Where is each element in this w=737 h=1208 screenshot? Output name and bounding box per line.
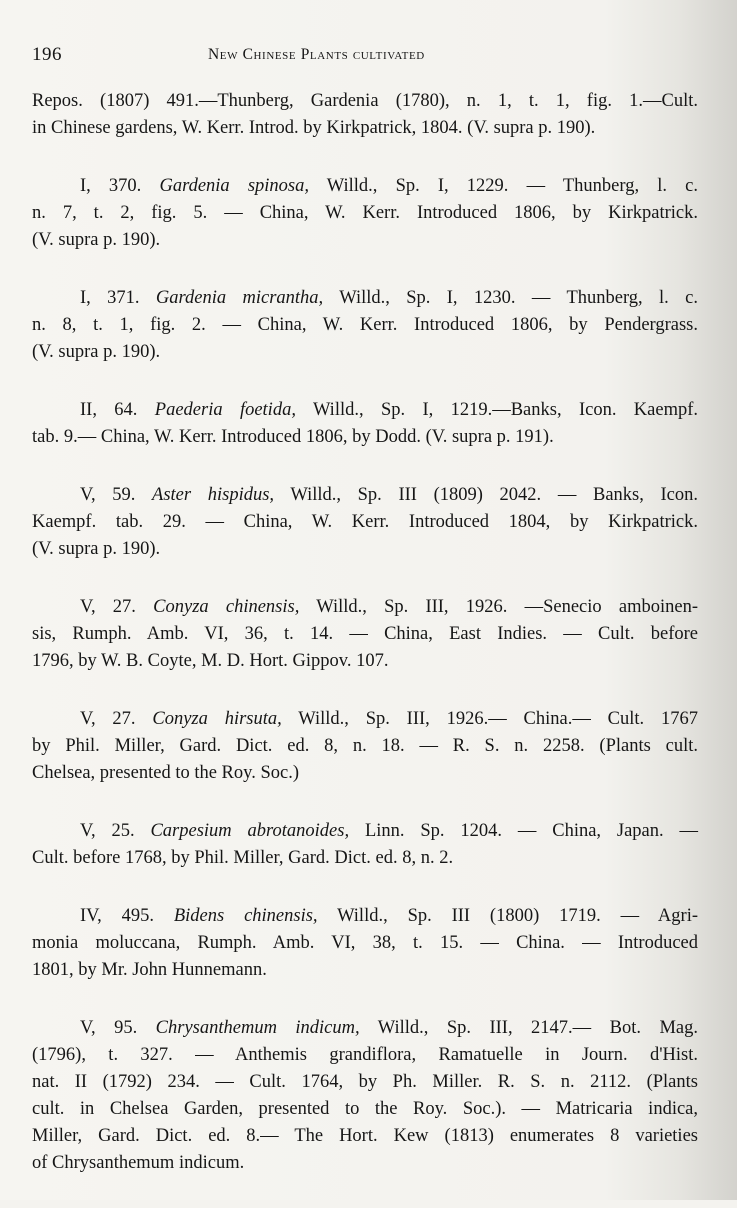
text-segment: Miller, Gard. Dict. ed. 8.— The Hort. Kew (1813) enumerates 8 varieties <box>32 1126 698 1146</box>
text-line <box>32 845 698 872</box>
text-segment: I, 370. <box>80 176 160 196</box>
text-line <box>32 424 698 451</box>
text-segment: (V. supra p. 190). <box>32 539 161 559</box>
text-segment: n. 7, t. 2, fig. 5. — China, W. Kerr. Introduced 1806, by Kirkpatrick. <box>32 203 698 223</box>
text-line <box>32 733 698 760</box>
text-line <box>32 621 698 648</box>
text-segment: (1796), t. 327. — Anthemis grandiflora, Ramatuelle in Journ. d'Hist. <box>32 1045 698 1065</box>
text-segment: Willd., Sp. III (1800) 1719. — Agri- <box>317 906 699 926</box>
text-segment: by Phil. Miller, Gard. Dict. ed. 8, n. 18. — R. S. n. 2258. (Plants cult. <box>32 736 698 756</box>
text-segment: nat. II (1792) 234. — Cult. 1764, by Ph. Miller. R. S. n. 2112. (Plants <box>32 1072 698 1092</box>
text-line <box>32 818 698 845</box>
text-line <box>32 706 698 733</box>
species-name: Conyza chinensis, <box>153 597 300 617</box>
text-line <box>32 930 698 957</box>
catalog-entry <box>32 173 698 254</box>
text-line <box>32 594 698 621</box>
species-name: Carpesium abrotanoides, <box>150 821 350 841</box>
text-line <box>32 1123 698 1150</box>
text-segment: Willd., Sp. III (1809) 2042. — Banks, Icon. <box>274 485 698 505</box>
text-segment: Repos. (1807) 491.—Thunberg, Gardenia (1780), n. 1, t. 1, fig. 1.—Cult. <box>32 91 698 111</box>
catalog-entry <box>32 818 698 872</box>
text-segment: V, 25. <box>80 821 151 841</box>
text-segment: of Chrysanthemum indicum. <box>32 1153 245 1173</box>
text-line <box>32 760 698 787</box>
catalog-entry <box>32 397 698 451</box>
running-title: New Chinese Plants cultivated <box>208 46 425 63</box>
species-name: Paederia foetida, <box>154 400 296 420</box>
catalog-entry <box>32 594 698 675</box>
text-segment: Kaempf. tab. 29. — China, W. Kerr. Introduced 1804, by Kirkpatrick. <box>32 512 698 532</box>
text-line <box>32 115 698 142</box>
text-segment: Willd., Sp. III, 2147.— Bot. Mag. <box>359 1018 698 1038</box>
text-segment: (V. supra p. 190). <box>32 230 161 250</box>
page-header <box>32 44 692 74</box>
text-line <box>32 903 698 930</box>
text-line <box>32 88 698 115</box>
text-segment: 1801, by Mr. John Hunnemann. <box>32 960 267 980</box>
species-name: Conyza hirsuta, <box>152 709 282 729</box>
text-segment: V, 95. <box>80 1018 156 1038</box>
species-name: Bidens chinensis, <box>173 906 318 926</box>
text-segment: Cult. before 1768, by Phil. Miller, Gard. Dict. ed. 8, n. 2. <box>32 848 454 868</box>
text-segment: 1796, by W. B. Coyte, M. D. Hort. Gippov. 107. <box>32 651 389 671</box>
text-segment: V, 27. <box>80 709 153 729</box>
text-line <box>32 173 698 200</box>
species-name: Gardenia spinosa, <box>159 176 309 196</box>
catalog-entry <box>32 285 698 366</box>
text-segment: (V. supra p. 190). <box>32 342 161 362</box>
text-line <box>32 1096 698 1123</box>
text-line <box>32 1150 698 1177</box>
catalog-entry <box>32 88 698 142</box>
catalog-entry <box>32 482 698 563</box>
text-segment: Willd., Sp. III, 1926. —Senecio amboinen- <box>299 597 698 617</box>
text-segment: Chelsea, presented to the Roy. Soc.) <box>32 763 299 783</box>
text-segment: tab. 9.— China, W. Kerr. Introduced 1806, by Dodd. (V. supra p. 191). <box>32 427 554 447</box>
text-segment: IV, 495. <box>80 906 174 926</box>
text-segment: Willd., Sp. I, 1229. — Thunberg, l. c. <box>308 176 698 196</box>
catalog-entry <box>32 903 698 984</box>
species-name: Gardenia micrantha, <box>155 288 324 308</box>
species-name: Chrysanthemum indicum, <box>155 1018 360 1038</box>
catalog-entry <box>32 706 698 787</box>
text-line <box>32 957 698 984</box>
catalog-entry <box>32 1015 698 1177</box>
page-number: 196 <box>32 44 62 65</box>
text-line <box>32 648 698 675</box>
text-segment: I, 371. <box>80 288 156 308</box>
text-line <box>32 1015 698 1042</box>
page-body <box>32 88 698 1208</box>
text-segment: II, 64. <box>80 400 155 420</box>
text-segment: Willd., Sp. I, 1219.—Banks, Icon. Kaempf. <box>295 400 698 420</box>
text-segment: Willd., Sp. I, 1230. — Thunberg, l. c. <box>323 288 698 308</box>
text-line <box>32 397 698 424</box>
text-segment: monia moluccana, Rumph. Amb. VI, 38, t. 15. — China. — Introduced <box>32 933 698 953</box>
text-line <box>32 227 698 254</box>
text-segment: V, 59. <box>80 485 153 505</box>
text-segment: V, 27. <box>80 597 154 617</box>
text-line <box>32 312 698 339</box>
text-line <box>32 200 698 227</box>
text-segment: n. 8, t. 1, fig. 2. — China, W. Kerr. Introduced 1806, by Pendergrass. <box>32 315 698 335</box>
text-segment: Willd., Sp. III, 1926.— China.— Cult. 1767 <box>281 709 698 729</box>
text-segment: in Chinese gardens, W. Kerr. Introd. by Kirkpatrick, 1804. (V. supra p. 190). <box>32 118 596 138</box>
text-segment: sis, Rumph. Amb. VI, 36, t. 14. — China, East Indies. — Cult. before <box>32 624 698 644</box>
species-name: Aster hispidus, <box>152 485 275 505</box>
text-line <box>32 285 698 312</box>
text-line <box>32 1042 698 1069</box>
text-line <box>32 339 698 366</box>
text-line <box>32 1069 698 1096</box>
text-line <box>32 536 698 563</box>
text-segment: Linn. Sp. 1204. — China, Japan. — <box>349 821 699 841</box>
text-segment: cult. in Chelsea Garden, presented to the Roy. Soc.). — Matricaria indica, <box>32 1099 698 1119</box>
text-line <box>32 509 698 536</box>
text-line <box>32 482 698 509</box>
